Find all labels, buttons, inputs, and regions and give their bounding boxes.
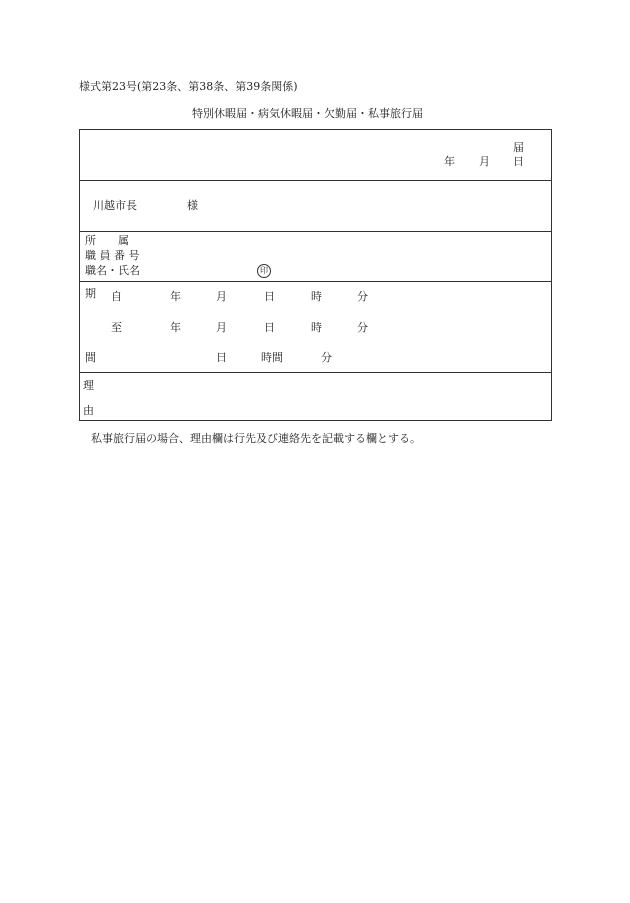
period-to-label: 至 xyxy=(111,321,122,334)
todoke-label: 届 xyxy=(513,141,524,154)
duration-hours-label: 時間 xyxy=(261,351,283,364)
addressee-honorific: 様 xyxy=(187,199,198,212)
period-from-day: 日 xyxy=(264,290,275,303)
addressee-name: 川越市長 xyxy=(93,199,137,212)
reason-label-bottom: 由 xyxy=(83,404,94,417)
period-to-day: 日 xyxy=(264,321,275,334)
seal-mark xyxy=(257,264,271,278)
period-from-hour: 時 xyxy=(311,290,322,303)
footnote: 私事旅行届の場合、理由欄は行先及び連絡先を記載する欄とする。 xyxy=(91,432,421,445)
employee-number-label: 職 員 番 号 xyxy=(85,249,140,262)
reason-label-top: 理 xyxy=(83,379,94,392)
period-label-top: 期 xyxy=(85,287,96,300)
form-number: 様式第23号(第23条、第38条、第39条関係) xyxy=(79,80,298,93)
period-from-minute: 分 xyxy=(357,290,368,303)
title-name-label: 職名・氏名 xyxy=(85,264,140,277)
row-divider xyxy=(80,180,551,181)
period-to-year: 年 xyxy=(170,321,181,334)
period-from-month: 月 xyxy=(216,290,227,303)
date-day-label: 日 xyxy=(513,155,524,168)
affiliation-label: 所 属 xyxy=(85,234,129,247)
seal-icon: 印 xyxy=(257,264,271,278)
row-divider xyxy=(80,281,551,282)
period-to-minute: 分 xyxy=(357,321,368,334)
period-label-bottom: 間 xyxy=(85,351,96,364)
duration-minutes-label: 分 xyxy=(321,351,332,364)
period-to-hour: 時 xyxy=(311,321,322,334)
form-title: 特別休暇届・病気休暇届・欠勤届・私事旅行届 xyxy=(192,107,423,120)
period-from-year: 年 xyxy=(170,290,181,303)
date-year-label: 年 xyxy=(444,155,455,168)
period-to-month: 月 xyxy=(216,321,227,334)
row-divider xyxy=(80,231,551,232)
row-divider xyxy=(80,372,551,373)
form-table xyxy=(79,129,552,421)
period-from-label: 自 xyxy=(111,290,122,303)
duration-day-label: 日 xyxy=(216,351,227,364)
date-month-label: 月 xyxy=(479,155,490,168)
